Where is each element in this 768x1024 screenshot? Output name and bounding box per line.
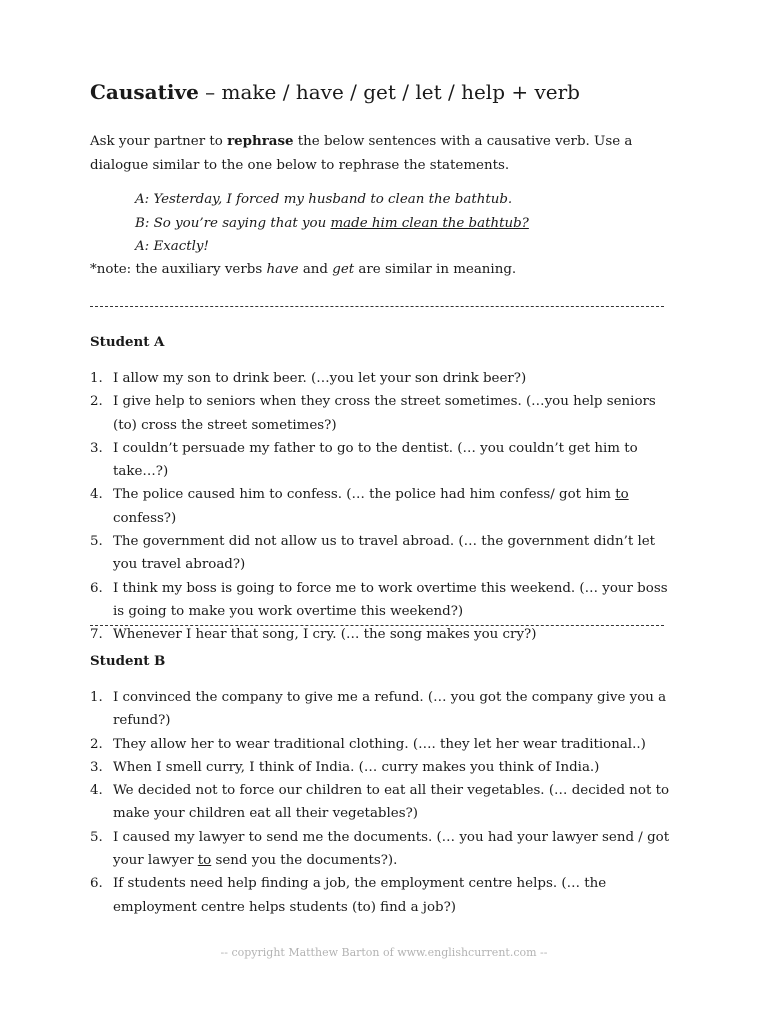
list-item-number: 5.: [90, 534, 103, 550]
intro-before: Ask your partner to: [90, 134, 228, 149]
list-item-text: I caused my lawyer to send me the documents. (… you had your lawyer send / got your lawyer: [113, 829, 670, 869]
intro-after: the below sentences with a causative verb. Use a dialogue similar to the one below to rephrase the statements.: [90, 134, 633, 173]
divider-top: [90, 306, 664, 307]
list-item-text: We decided not to force our children to eat all their vegetables. (… decided not to make your children eat all their vegetables?): [113, 783, 670, 822]
list-item-text: I think my boss is going to force me to work overtime this weekend. (… your boss is going to make you work overtime this weekend?): [113, 580, 668, 619]
list-item: [90, 686, 675, 733]
list-item-number: 4.: [90, 783, 103, 799]
list-item-number: 2.: [90, 736, 103, 752]
list-item: [90, 437, 675, 484]
student-b-list: [90, 686, 675, 919]
list-item: [90, 733, 675, 756]
list-item-text: I convinced the company to give me a refund. (… you got the company give you a refund?): [113, 690, 667, 729]
divider-middle: [90, 625, 664, 626]
list-item-underlined: to: [197, 853, 212, 869]
student-b-heading: Student B: [90, 653, 166, 669]
dialogue-line-c: A: Exactly!: [135, 239, 209, 254]
student-a-list: [90, 367, 675, 647]
list-item-text: I give help to seniors when they cross the street sometimes. (…you help seniors (to) cross the street sometimes?): [113, 394, 656, 433]
list-item-number: 6.: [90, 876, 103, 892]
student-a-heading: Student A: [90, 334, 165, 350]
list-item-text: They allow her to wear traditional clothing. (…. they let her wear traditional..): [113, 736, 646, 752]
list-item-number: 3.: [90, 759, 103, 775]
list-item-underlined: to: [615, 487, 629, 503]
note: [90, 258, 516, 282]
title-bold: Causative: [90, 80, 199, 104]
dialogue-line-b-underlined: made him clean the bathtub?: [330, 215, 529, 231]
list-item: [90, 577, 675, 624]
list-item: [90, 756, 675, 779]
list-item-number: 2.: [90, 394, 103, 410]
list-item: [90, 483, 675, 530]
list-item-text: Whenever I hear that song, I cry. (… the song makes you cry?): [113, 627, 537, 643]
list-item: [90, 826, 675, 873]
note-and: and: [298, 262, 333, 277]
dialogue-line-a: A: Yesterday, I forced my husband to clean the bathtub.: [135, 192, 513, 207]
list-item-text: I allow my son to drink beer. (…you let your son drink beer?): [113, 371, 527, 386]
list-item-number: 4.: [90, 487, 103, 503]
list-item-text-after: confess?): [113, 510, 177, 526]
list-item: [90, 530, 675, 577]
list-item: [90, 367, 675, 390]
intro-bold: rephrase: [227, 133, 294, 149]
list-item-number: 7.: [90, 627, 103, 643]
list-item-number: 1.: [90, 690, 103, 705]
copyright-footer: -- copyright Matthew Barton of www.englishcurrent.com --: [220, 946, 548, 959]
list-item-text: The police caused him to confess. (… the police had him confess/ got him: [113, 487, 616, 503]
intro-paragraph: [90, 130, 690, 177]
list-item-text: The government did not allow us to travel abroad. (… the government didn’t let you travel abroad?): [113, 534, 656, 573]
list-item: [90, 390, 675, 437]
example-dialogue: [135, 188, 695, 259]
dialogue-line-b: [135, 212, 695, 236]
list-item: [90, 872, 675, 919]
list-item: [90, 623, 675, 646]
title-rest: – make / have / get / let / help + verb: [198, 80, 580, 104]
list-item-text: When I smell curry, I think of India. (… curry makes you think of India.): [113, 759, 600, 775]
note-get: get: [332, 262, 355, 277]
list-item-text-after: send you the documents?).: [211, 853, 398, 869]
list-item: [90, 779, 675, 826]
note-part2: are similar in meaning.: [354, 262, 517, 277]
list-item-number: 1.: [90, 371, 103, 386]
page-title: [90, 80, 580, 104]
list-item-text: I couldn’t persuade my father to go to the dentist. (… you couldn’t get him to take…?): [113, 440, 638, 480]
list-item-number: 6.: [90, 580, 103, 596]
list-item-text: If students need help finding a job, the employment centre helps. (… the employment centre helps students (to) find a job?): [113, 876, 607, 915]
list-item-number: 3.: [90, 440, 103, 456]
note-part1: *note: the auxiliary verbs: [90, 262, 267, 277]
list-item-number: 5.: [90, 829, 103, 845]
dialogue-line-b-text: B: So you’re saying that you: [135, 215, 331, 231]
note-have: have: [266, 262, 299, 277]
